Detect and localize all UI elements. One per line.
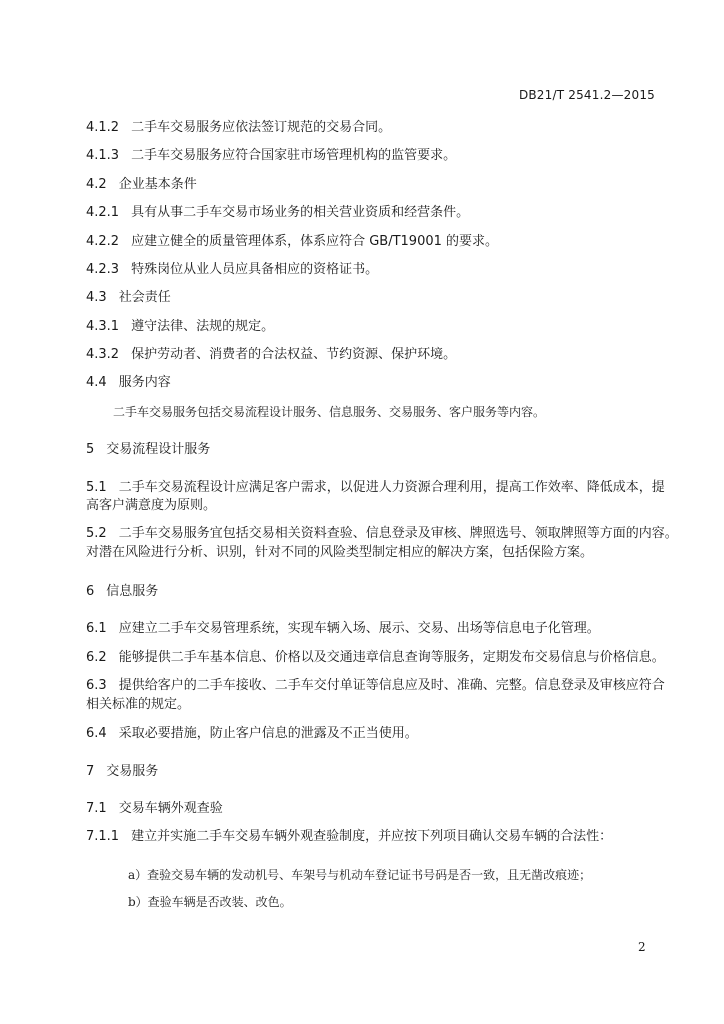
clause-number: 4.2.2	[86, 234, 120, 249]
clause-number: 4.3.1	[86, 319, 120, 334]
section-title: 信息服务	[106, 584, 159, 599]
clause-4-2-3	[86, 263, 378, 276]
clause-4-4-body: 二手车交易服务包括交易流程设计服务、信息服务、交易服务、客户服务等内容。	[113, 405, 546, 419]
clause-text: 应建立健全的质量管理体系，体系应符合 GB/T19001 的要求。	[131, 234, 499, 249]
clause-text: 二手车交易服务宜包括交易相关资料查验、信息登录及审核、牌照选号、领取牌照等方面的内容。	[118, 526, 678, 541]
clause-4-4	[86, 376, 171, 389]
clause-4-3	[86, 291, 171, 304]
clause-text: 交易车辆外观查验	[118, 801, 223, 816]
clause-text: 社会责任	[118, 290, 171, 305]
clause-number: 5.1	[86, 480, 107, 495]
clause-6-3-line1	[86, 679, 665, 692]
clause-6-3-line2: 相关标准的规定。	[86, 697, 191, 712]
clause-5-1-line1	[86, 481, 665, 494]
clause-text: 二手车交易服务应依法签订规范的交易合同。	[131, 120, 392, 135]
clause-7-1-1	[86, 830, 612, 843]
section-title: 交易服务	[106, 764, 159, 779]
clause-text: 特殊岗位从业人员应具备相应的资格证书。	[131, 262, 379, 277]
clause-number: 4.4	[86, 375, 107, 390]
clause-text: 遵守法律、法规的规定。	[131, 319, 275, 334]
clause-5-1-line2: 高客户满意度为原则。	[86, 498, 217, 513]
section-number: 7	[86, 764, 95, 779]
clause-5-2-line1	[86, 527, 678, 540]
clause-number: 4.1.2	[86, 120, 120, 135]
clause-text: 二手车交易服务应符合国家驻市场管理机构的监管要求。	[131, 148, 457, 163]
clause-text: 能够提供二手车基本信息、价格以及交通违章信息查询等服务，定期发布交易信息与价格信息。	[118, 650, 665, 665]
section-number: 6	[86, 584, 95, 599]
clause-number: 7.1.1	[86, 829, 120, 844]
section-7-heading	[86, 765, 158, 778]
clause-text: 服务内容	[118, 375, 171, 390]
clause-4-1-3	[86, 149, 456, 162]
clause-text: 保护劳动者、消费者的合法权益、节约资源、保护环境。	[131, 347, 457, 362]
clause-number: 4.3	[86, 290, 107, 305]
clause-number: 5.2	[86, 526, 107, 541]
clause-4-2-2	[86, 235, 498, 248]
clause-4-2-1	[86, 206, 469, 219]
clause-4-3-2	[86, 348, 456, 361]
clause-7-1	[86, 802, 223, 815]
clause-number: 4.1.3	[86, 148, 120, 163]
clause-number: 6.4	[86, 726, 107, 741]
clause-text: 建立并实施二手车交易车辆外观查验制度，并应按下列项目确认交易车辆的合法性：	[131, 829, 613, 844]
clause-number: 4.3.2	[86, 347, 120, 362]
clause-number: 7.1	[86, 801, 107, 816]
clause-text: 应建立二手车交易管理系统，实现车辆入场、展示、交易、出场等信息电子化管理。	[118, 621, 600, 636]
clause-number: 4.2.1	[86, 205, 120, 220]
clause-4-2	[86, 178, 197, 191]
document-code-header: DB21/T 2541.2—2015	[518, 88, 655, 102]
clause-number: 6.1	[86, 621, 107, 636]
clause-4-3-1	[86, 320, 274, 333]
section-5-heading	[86, 443, 210, 456]
clause-text: 企业基本条件	[118, 177, 197, 192]
page-number: 2	[638, 940, 646, 954]
clause-6-2	[86, 651, 665, 664]
clause-number: 6.3	[86, 678, 107, 693]
clause-6-1	[86, 622, 600, 635]
clause-text: 具有从事二手车交易市场业务的相关营业资质和经营条件。	[131, 205, 470, 220]
clause-5-2-line2: 对潜在风险进行分析、识别，针对不同的风险类型制定相应的解决方案，包括保险方案。	[86, 545, 594, 560]
clause-6-4	[86, 727, 418, 740]
section-title: 交易流程设计服务	[106, 442, 211, 457]
clause-text: 采取必要措施，防止客户信息的泄露及不正当使用。	[118, 726, 418, 741]
clause-text: 提供给客户的二手车接收、二手车交付单证等信息应及时、准确、完整。信息登录及审核应符合	[118, 678, 665, 693]
clause-number: 4.2.3	[86, 262, 120, 277]
clause-number: 4.2	[86, 177, 107, 192]
clause-4-1-2	[86, 121, 391, 134]
section-number: 5	[86, 442, 95, 457]
list-item-a: a）查验交易车辆的发动机号、车架号与机动车登记证书号码是否一致，且无凿改痕迹；	[128, 868, 592, 882]
clause-number: 6.2	[86, 650, 107, 665]
clause-text: 二手车交易流程设计应满足客户需求，以促进人力资源合理利用，提高工作效率、降低成本，提	[118, 480, 665, 495]
list-item-b: b）查验车辆是否改装、改色。	[128, 895, 292, 909]
section-6-heading	[86, 585, 158, 598]
